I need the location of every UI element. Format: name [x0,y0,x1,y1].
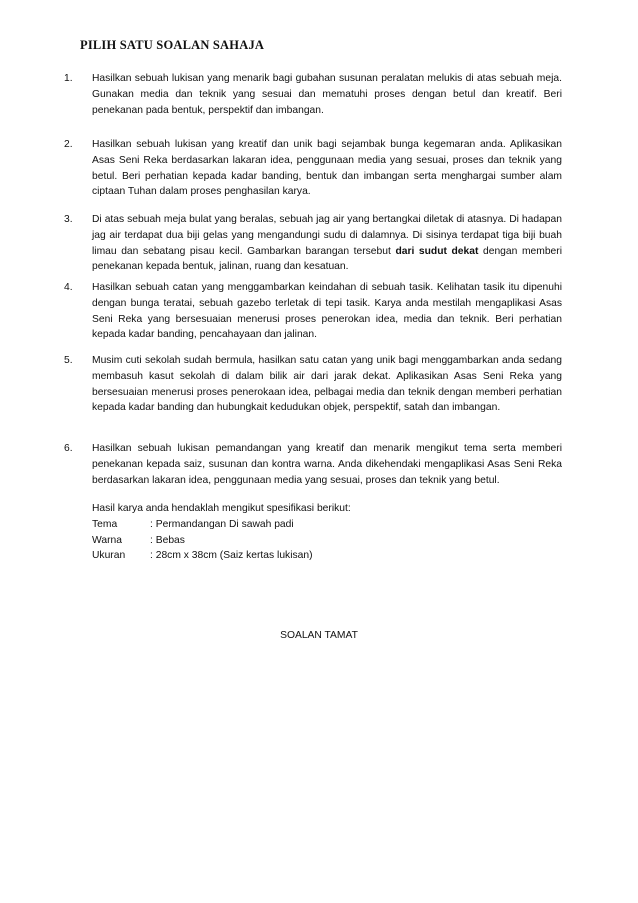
question-text: Hasilkan sebuah lukisan yang menarik bagi gubahan susunan peralatan melukis di atas sebuah meja. Gunakan media dan teknik yang sesuai dan mematuhi proses dengan betul dan kreatif. Beri penekanan pada bentuk, perspektif dan imbangan. [92,73,562,116]
question-text-part: Di atas sebuah meja bulat yang beralas, sebuah jag air yang bertangkai diletak di atasnya. Di hadapan jag air terdapat dua biji gelas yang mengandungi sudu di dalamnya. Di sisinya terdapat tiga biji buah limau dan sebatang pisau kecil. Gambarkan barangan tersebut [92,214,562,257]
specification-row [92,533,512,549]
question-number: 4. [64,282,73,293]
question-4 [64,280,562,343]
question-number: 1. [64,73,73,84]
specification-row [92,548,512,564]
specification-row [92,517,512,533]
question-3 [64,212,562,275]
question-number: 3. [64,214,73,225]
specification-value: : 28cm x 38cm (Saiz kertas lukisan) [150,550,313,562]
question-text-part: dengan memberi penekanan kepada bentuk, jalinan, ruang dan kesatuan. [92,245,563,273]
specification-value: : Permandangan Di sawah padi [150,518,294,530]
question-number: 6. [64,443,73,454]
question-1 [64,71,562,118]
specification-key: Warna [92,534,122,546]
end-of-paper-label: SOALAN TAMAT [280,630,358,641]
question-number: 2. [64,139,73,150]
question-text: Hasilkan sebuah lukisan pemandangan yang kreatif dan menarik mengikut tema serta memberi penekanan kepada saiz, susunan dan kontra warna. Anda dikehendaki mengaplikasi Asas Seni Reka berdasarkan lakaran idea, penggunaan media yang sesuai, proses dan teknik yang betul. [92,443,562,486]
question-text [92,212,562,275]
specification-key: Ukuran [92,550,126,562]
question-text: Musim cuti sekolah sudah bermula, hasilkan satu catan yang unik bagi menggambarkan anda sedang membasuh kasut sekolah di dalam bilik air dari jarak dekat. Aplikasikan Asas Seni Reka yang bersesuaian menerusi proses penerokaan idea, pelbagai media dan teknik dengan memberi perhatian kepada kadar banding dan hubungkait kedudukan objek, perspektif, satah dan imbangan. [92,355,562,414]
specification-value: : Bebas [150,534,185,546]
question-2 [64,137,562,200]
specification-key: Tema [92,518,118,530]
specification-intro: Hasil karya anda hendaklah mengikut spesifikasi berikut: [92,503,351,514]
question-text-emphasis: dari sudut dekat [395,245,479,257]
question-6 [64,441,562,488]
instruction-heading: PILIH SATU SOALAN SAHAJA [80,38,265,52]
question-text: Hasilkan sebuah catan yang menggambarkan keindahan di sebuah tasik. Kelihatan tasik itu dipenuhi dengan bunga teratai, sebuah gazebo terletak di tepi tasik. Karya anda mestilah mengaplikasi Asas Seni Reka yang bersesuaian menerusi proses penerokan idea, media dan teknik. Beri perhatian kepada kadar banding, pencahayaan dan jalinan. [92,282,562,341]
question-number: 5. [64,355,73,366]
question-5 [64,353,562,416]
specification-block [92,501,512,564]
question-text: Hasilkan sebuah lukisan yang kreatif dan unik bagi sejambak bunga kegemaran anda. Aplikasikan Asas Seni Reka berdasarkan lakaran idea, penggunaan media yang sesuai, proses dan teknik yang betul. Beri perhatian kepada kadar banding, bentuk dan imbangan serta menghargai sumber alam ciptaan Tuhan dalam proses penghasilan karya. [92,139,562,198]
